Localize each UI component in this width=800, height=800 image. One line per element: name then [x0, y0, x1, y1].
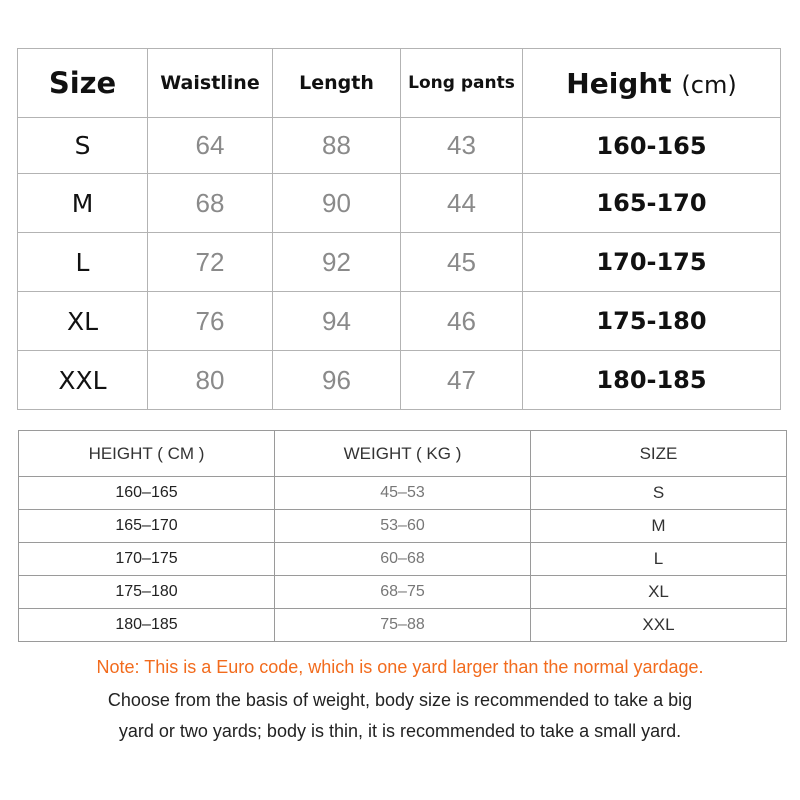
weight-table-header-row [19, 431, 787, 477]
header-height-cm: HEIGHT ( CM ) [19, 431, 275, 477]
euro-code-note: Note: This is a Euro code, which is one yard larger than the normal yardage. [96, 657, 704, 677]
table-row [19, 576, 787, 609]
table-row [18, 174, 781, 233]
header-weight-kg: WEIGHT ( KG ) [275, 431, 531, 477]
size-cell: XXL [531, 609, 787, 642]
height-cell: 160-165 [523, 118, 781, 174]
long-pants-cell: 47 [401, 351, 523, 410]
table-row [18, 233, 781, 292]
length-cell: 96 [273, 351, 401, 410]
size-table-header-row [18, 49, 781, 118]
size-cell: XL [18, 292, 148, 351]
weight-range-cell: 45–53 [275, 477, 531, 510]
header-height-unit: (cm) [681, 70, 737, 99]
size-cell: M [531, 510, 787, 543]
length-cell: 88 [273, 118, 401, 174]
weight-range-cell: 68–75 [275, 576, 531, 609]
header-length: Length [273, 49, 401, 118]
waistline-cell: 68 [148, 174, 273, 233]
height-range-cell: 165–170 [19, 510, 275, 543]
long-pants-cell: 46 [401, 292, 523, 351]
weight-range-cell: 75–88 [275, 609, 531, 642]
header-waistline: Waistline [148, 49, 273, 118]
height-range-cell: 175–180 [19, 576, 275, 609]
table-row [19, 510, 787, 543]
table-row [18, 292, 781, 351]
length-cell: 92 [273, 233, 401, 292]
long-pants-cell: 44 [401, 174, 523, 233]
header-long-pants: Long pants [401, 49, 523, 118]
height-cell: 175-180 [523, 292, 781, 351]
height-range-cell: 170–175 [19, 543, 275, 576]
long-pants-cell: 43 [401, 118, 523, 174]
size-measurements-table [17, 48, 781, 410]
long-pants-cell: 45 [401, 233, 523, 292]
weight-range-cell: 60–68 [275, 543, 531, 576]
waistline-cell: 72 [148, 233, 273, 292]
size-cell: M [18, 174, 148, 233]
table-row [19, 477, 787, 510]
sizing-advice-line-1: Choose from the basis of weight, body size is recommended to take a big [107, 690, 693, 710]
size-cell: S [531, 477, 787, 510]
height-weight-table [18, 430, 787, 642]
weight-range-cell: 53–60 [275, 510, 531, 543]
waistline-cell: 64 [148, 118, 273, 174]
size-cell: S [18, 118, 148, 174]
height-cell: 170-175 [523, 233, 781, 292]
header-size: SIZE [531, 431, 787, 477]
table-row [18, 351, 781, 410]
height-range-cell: 160–165 [19, 477, 275, 510]
header-size: Size [18, 49, 148, 118]
height-cell: 180-185 [523, 351, 781, 410]
size-cell: L [18, 233, 148, 292]
waistline-cell: 76 [148, 292, 273, 351]
header-height-label: Height [566, 66, 672, 100]
size-cell: L [531, 543, 787, 576]
header-height [523, 49, 781, 118]
size-cell: XL [531, 576, 787, 609]
sizing-advice-line-2: yard or two yards; body is thin, it is recommended to take a small yard. [118, 721, 682, 741]
table-row [19, 609, 787, 642]
table-row [19, 543, 787, 576]
height-cell: 165-170 [523, 174, 781, 233]
height-range-cell: 180–185 [19, 609, 275, 642]
waistline-cell: 80 [148, 351, 273, 410]
size-cell: XXL [18, 351, 148, 410]
length-cell: 90 [273, 174, 401, 233]
table-row [18, 118, 781, 174]
length-cell: 94 [273, 292, 401, 351]
